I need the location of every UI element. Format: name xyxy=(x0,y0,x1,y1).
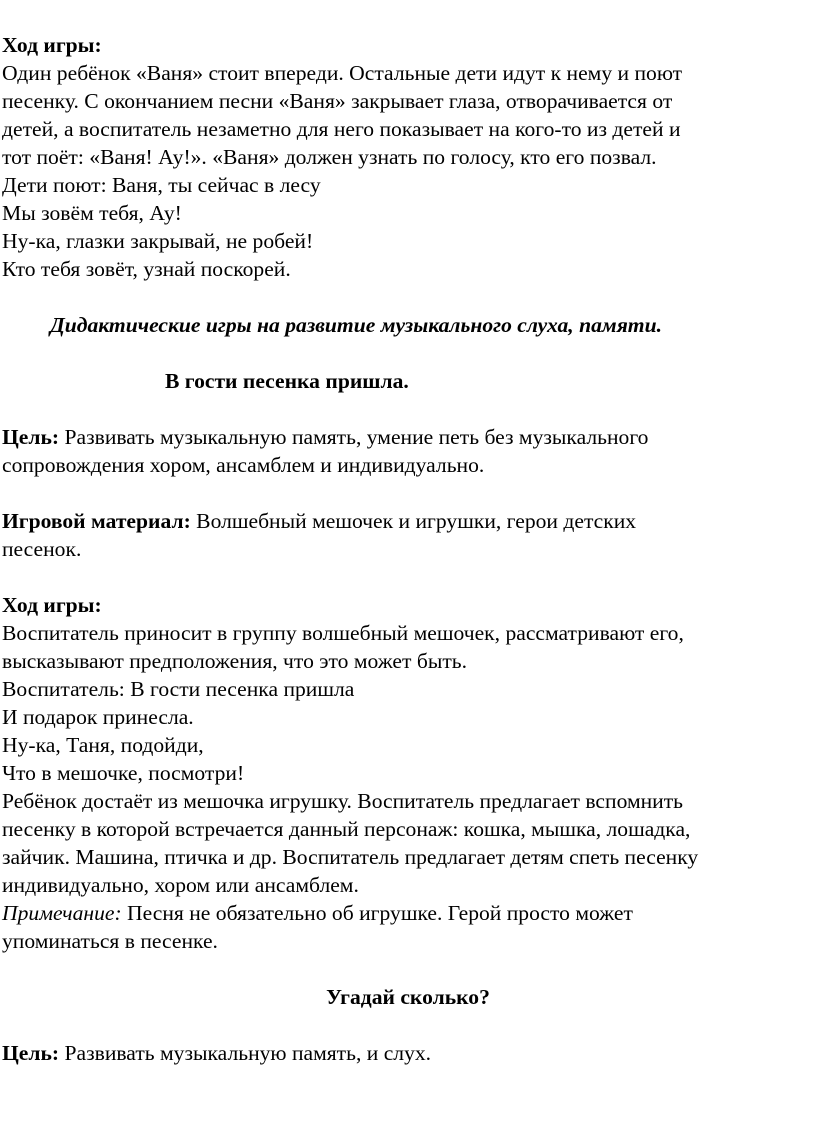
material-label: Игровой материал: xyxy=(2,509,191,533)
material-text: Волшебный мешочек и игрушки, герои детских xyxy=(190,509,637,533)
note-text: Песня не обязательно об игрушке. Герой просто может xyxy=(121,901,633,925)
goal-text-continued: сопровождения хором, ансамблем и индивидуально. xyxy=(2,453,485,477)
game-material xyxy=(0,507,816,535)
paragraph-line: высказывают предположения, что это может быть. xyxy=(2,649,468,673)
section1-body xyxy=(0,59,816,283)
note-label: Примечание: xyxy=(2,901,122,925)
game-title-guess-how-many: Угадай сколько? xyxy=(326,985,490,1009)
song-line: Мы зовём тебя, Ау! xyxy=(2,201,182,225)
paragraph-line: Воспитатель приносит в группу волшебный мешочек, рассматривают его, xyxy=(2,621,684,645)
material-text-continued: песенок. xyxy=(2,537,82,561)
game2-goal xyxy=(0,1039,816,1067)
document-page xyxy=(0,31,816,1067)
poem-line: Ну-ка, Таня, подойди, xyxy=(2,733,204,757)
goal-text: Развивать музыкальную память, и слух. xyxy=(59,1041,432,1065)
paragraph-line: песенку. С окончанием песни «Ваня» закрывает глаза, отворачивается от xyxy=(2,89,673,113)
paragraph-line: индивидуально, хором или ансамблем. xyxy=(2,873,359,897)
didactic-games-heading: Дидактические игры на развитие музыкального слуха, памяти. xyxy=(50,313,663,337)
paragraph-line: песенку в которой встречается данный персонаж: кошка, мышка, лошадка, xyxy=(2,817,691,841)
poem-line: Воспитатель: В гости песенка пришла xyxy=(2,677,355,701)
song-line: Кто тебя зовёт, узнай поскорей. xyxy=(2,257,291,281)
section-heading-game-progress: Ход игры: xyxy=(2,33,102,57)
paragraph-line: зайчик. Машина, птичка и др. Воспитатель предлагает детям спеть песенку xyxy=(2,845,699,869)
song-line: Дети поют: Ваня, ты сейчас в лесу xyxy=(2,173,321,197)
game-title-song-came: В гости песенка пришла. xyxy=(165,369,409,393)
game-progress-heading: Ход игры: xyxy=(2,593,102,617)
paragraph-line: Ребёнок достаёт из мешочка игрушку. Воспитатель предлагает вспомнить xyxy=(2,789,684,813)
paragraph-line: Один ребёнок «Ваня» стоит впереди. Остальные дети идут к нему и поют xyxy=(2,61,683,85)
goal-label: Цель: xyxy=(2,425,60,449)
goal-label: Цель: xyxy=(2,1041,60,1065)
game-note xyxy=(0,899,816,927)
paragraph-line: тот поёт: «Ваня! Ау!». «Ваня» должен узнать по голосу, кто его позвал. xyxy=(2,145,657,169)
goal-text: Развивать музыкальную память, умение петь без музыкального xyxy=(59,425,649,449)
poem-line: Что в мешочке, посмотри! xyxy=(2,761,245,785)
game-goal xyxy=(0,423,816,451)
paragraph-line: детей, а воспитатель незаметно для него показывает на кого-то из детей и xyxy=(2,117,681,141)
song-line: Ну-ка, глазки закрывай, не робей! xyxy=(2,229,314,253)
note-text-continued: упоминаться в песенке. xyxy=(2,929,218,953)
poem-line: И подарок принесла. xyxy=(2,705,194,729)
